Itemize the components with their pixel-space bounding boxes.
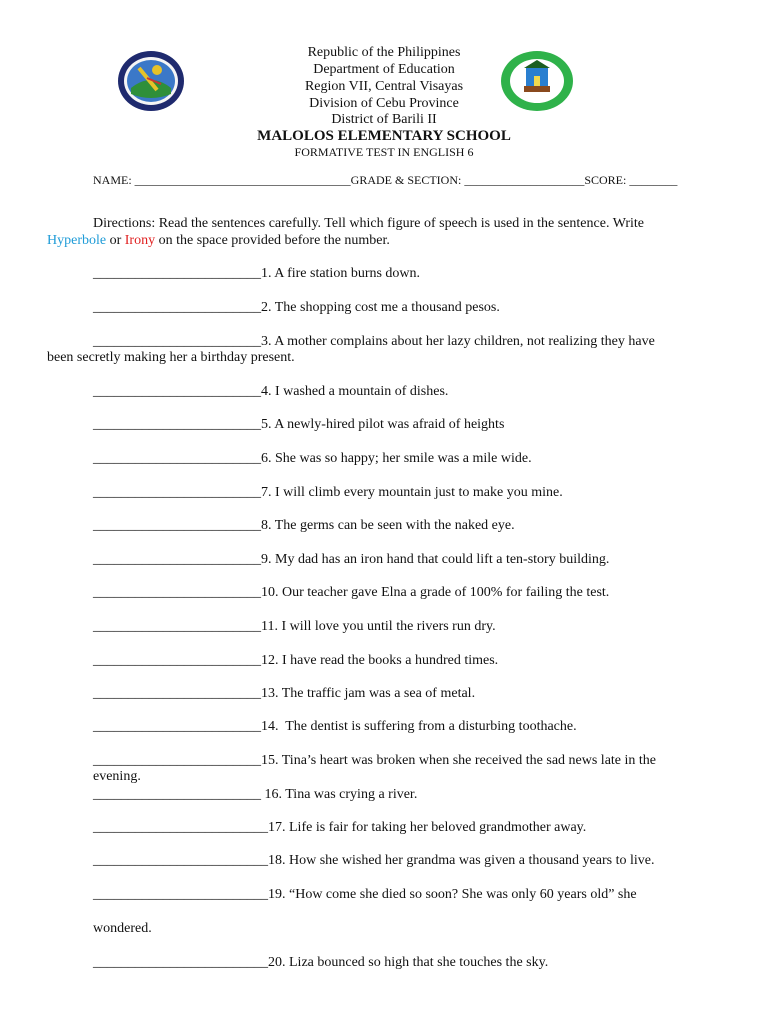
item-17: _________________________17. Life is fair for taking her beloved grandmother away. [93,820,587,835]
directions-line-2 [47,232,390,249]
header-line-1: Republic of the Philippines [307,45,461,60]
item-9: ________________________9. My dad has an iron hand that could lift a ten-story building. [93,552,610,567]
student-info-line: NAME: ____________________________________GRADE & SECTION: ____________________SCORE: ________ [93,173,678,187]
item-5: ________________________5. A newly-hired pilot was afraid of heights [93,417,505,432]
item-11: ________________________11. I will love you until the rivers run dry. [93,619,496,634]
item-3-continued: been secretly making her a birthday present. [47,350,295,365]
hyperbole-word: Hyperbole [47,233,107,248]
or-word: or [106,233,125,248]
item-4: ________________________4. I washed a mountain of dishes. [93,384,449,399]
item-16: ________________________ 16. Tina was crying a river. [93,787,418,802]
header-line-3: Region VII, Central Visayas [304,79,464,94]
item-2: ________________________2. The shopping cost me a thousand pesos. [93,300,500,315]
item-8: ________________________8. The germs can be seen with the naked eye. [93,518,515,533]
item-15-continued: evening. [93,769,141,784]
item-19-continued: wondered. [93,921,152,936]
header-line-2: Department of Education [313,62,455,77]
directions-line-1: Directions: Read the sentences carefully. Tell which figure of speech is used in the sentence. Write [93,216,645,231]
item-14: ________________________14. The dentist is suffering from a disturbing toothache. [93,719,577,734]
header-line-4: Division of Cebu Province [309,96,459,111]
header-line-5: District of Barili II [331,112,437,127]
item-18: _________________________18. How she wished her grandma was given a thousand years to live. [93,853,655,868]
irony-word: Irony [124,233,156,248]
item-1: ________________________1. A fire station burns down. [93,266,421,281]
test-title: FORMATIVE TEST IN ENGLISH 6 [294,145,474,159]
item-10: ________________________10. Our teacher gave Elna a grade of 100% for failing the test. [93,585,610,600]
item-15: ________________________15. Tina’s heart was broken when she received the sad news late in the [93,753,657,768]
item-6: ________________________6. She was so happy; her smile was a mile wide. [93,451,532,466]
item-20: _________________________20. Liza bounced so high that she touches the sky. [93,955,549,970]
item-3: ________________________3. A mother complains about her lazy children, not realizing they have [93,334,655,349]
item-12: ________________________12. I have read the books a hundred times. [93,653,499,668]
item-19: _________________________19. “How come she died so soon? She was only 60 years old” she [93,887,637,902]
school-name: MALOLOS ELEMENTARY SCHOOL [257,128,511,144]
item-7: ________________________7. I will climb every mountain just to make you mine. [93,485,563,500]
item-13: ________________________13. The traffic jam was a sea of metal. [93,686,476,701]
directions-rest: on the space provided before the number. [155,233,390,248]
